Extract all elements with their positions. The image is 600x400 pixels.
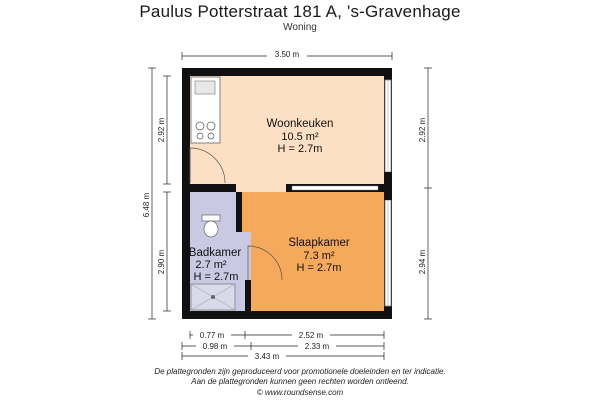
- wall-bathroom-lower: [245, 280, 251, 311]
- room-height-woonkeuken: H = 2.7m: [277, 143, 323, 155]
- toilet-tank: [202, 215, 220, 221]
- disclaimer-line-2: Aan de plattegronden kunnen geen rechten worden ontleend.: [191, 377, 409, 386]
- dim-left-total: 6.48 m: [142, 192, 151, 218]
- room-height-badkamer: H = 2.7m: [193, 271, 239, 283]
- dim-left-upper: 2.92 m: [157, 117, 166, 143]
- dim-bottom-row1-a: 0.77 m: [199, 331, 225, 340]
- website-link[interactable]: © www.roundsense.com: [256, 388, 344, 397]
- dim-right-lower: 2.94 m: [418, 249, 427, 275]
- sink: [195, 81, 215, 94]
- dim-left-lower: 2.90 m: [157, 249, 166, 275]
- dim-bottom-row3: 3.43 m: [254, 352, 280, 361]
- dim-bottom-row2-b: 2.33 m: [304, 342, 330, 351]
- room-area-slaapkamer: 7.3 m²: [303, 250, 335, 262]
- wall-interior-horizontal-left: [190, 184, 236, 192]
- disclaimer-line-1: De plattegronden zijn geproduceerd voor promotionele doeleinden en ter indicatie.: [154, 367, 446, 376]
- room-area-badkamer: 2.7 m²: [195, 259, 227, 271]
- wall-bathroom-upper: [236, 192, 242, 232]
- room-name-badkamer: Badkamer: [188, 247, 242, 259]
- kitchen-window-opening: [292, 186, 378, 190]
- room-name-slaapkamer: Slaapkamer: [288, 237, 350, 249]
- toilet-bowl: [204, 221, 218, 237]
- room-height-slaapkamer: H = 2.7m: [296, 262, 342, 274]
- dim-top-width: 3.50 m: [274, 50, 300, 59]
- room-name-woonkeuken: Woonkeuken: [266, 118, 334, 130]
- plan-subtitle: Woning: [283, 22, 317, 33]
- dim-bottom-row1-b: 2.52 m: [298, 331, 324, 340]
- room-area-woonkeuken: 10.5 m²: [281, 131, 319, 143]
- wall-right-mid: [384, 172, 392, 200]
- plan-title: Paulus Potterstraat 181 A, 's-Gravenhage: [139, 2, 461, 21]
- wall-left: [182, 68, 190, 319]
- disclaimer: [0, 367, 600, 387]
- wall-bottom: [182, 311, 392, 319]
- shower-drain: [211, 295, 215, 299]
- dim-right-upper: 2.92 m: [418, 117, 427, 143]
- dim-bottom-row2-a: 0.98 m: [202, 342, 228, 351]
- wall-top: [182, 68, 392, 76]
